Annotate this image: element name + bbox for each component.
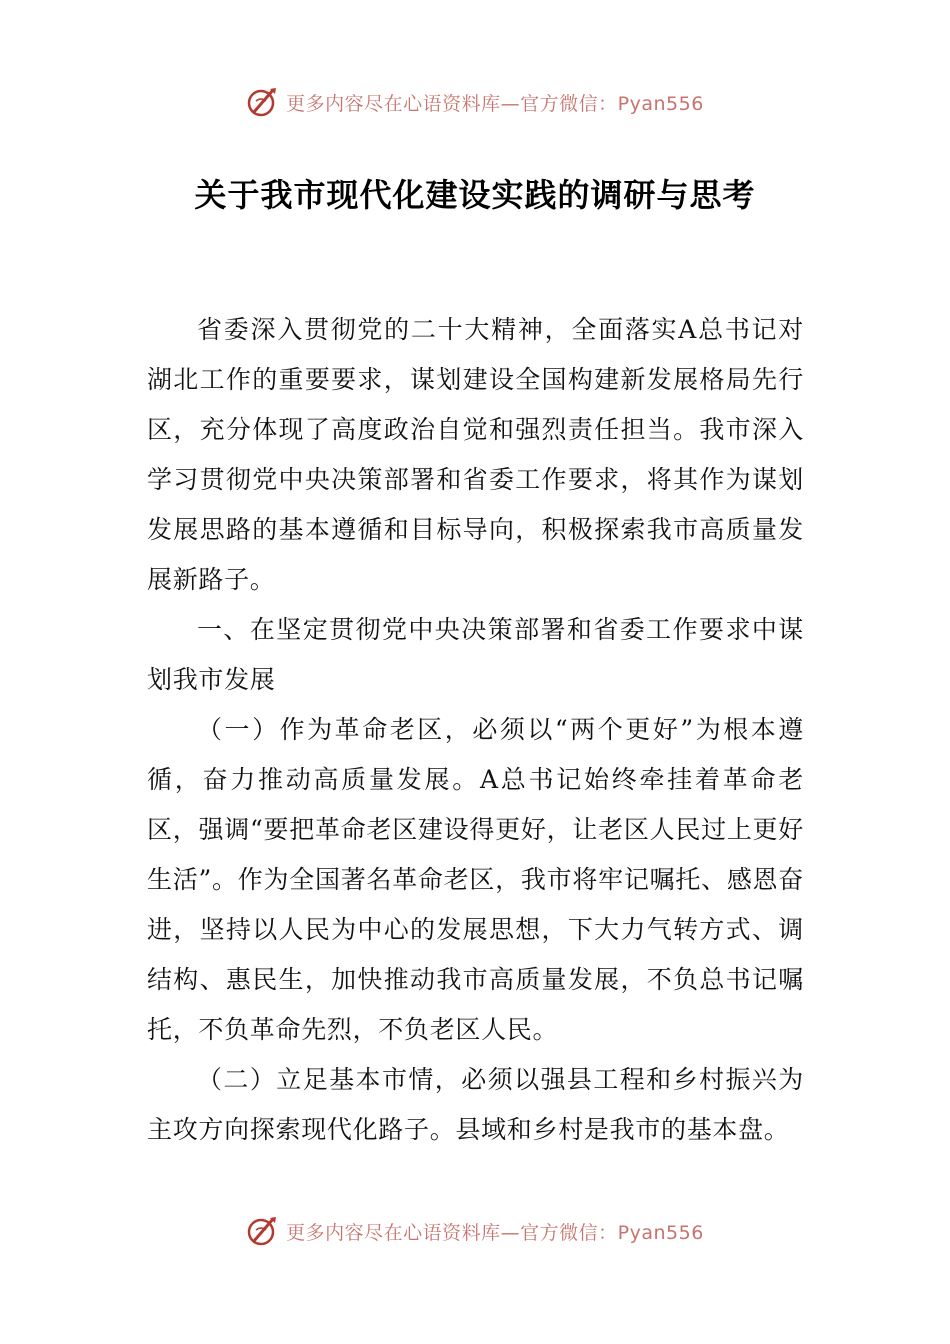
paragraph-intro: 省委深入贯彻党的二十大精神，全面落实A总书记对湖北工作的重要要求，谋划建设全国构建新发展格局先行区，充分体现了高度政治自觉和强烈责任担当。我市深入学习贯彻党中央决策部署和省委工作要求，将其作为谋划发展思路的基本遵循和目标导向，积极探索我市高质量发展新路子。 [147,315,804,594]
pen-circle-icon [246,1214,280,1248]
section-heading-1: 一、在坚定贯彻党中央决策部署和省委工作要求中谋划我市发展 [147,615,804,694]
paragraph-item-2: （二）立足基本市情，必须以强县工程和乡村振兴为主攻方向探索现代化路子。县域和乡村是我市的基本盘。 [147,1065,804,1144]
footer-watermark-text: 更多内容尽在心语资料库—官方微信：Pyan556 [286,1221,704,1244]
paragraph-item-1: （一）作为革命老区，必须以“两个更好”为根本遵循，奋力推动高质量发展。A总书记始终牵挂着革命老区，强调“要把革命老区建设得更好，让老区人民过上更好生活”。作为全国著名革命老区，我市将牢记嘱托、感恩奋进，坚持以人民为中心的发展思想，下大力气转方式、调结构、惠民生，加快推动我市高质量发展，不负总书记嘱托，不负革命先烈，不负老区人民。 [147,715,804,1044]
pen-circle-icon [246,85,280,119]
header-watermark [0,82,950,122]
document-title: 关于我市现代化建设实践的调研与思考 [194,176,756,214]
document-body [147,305,804,1155]
footer-watermark [0,1211,950,1251]
header-watermark-text: 更多内容尽在心语资料库—官方微信：Pyan556 [286,92,704,115]
